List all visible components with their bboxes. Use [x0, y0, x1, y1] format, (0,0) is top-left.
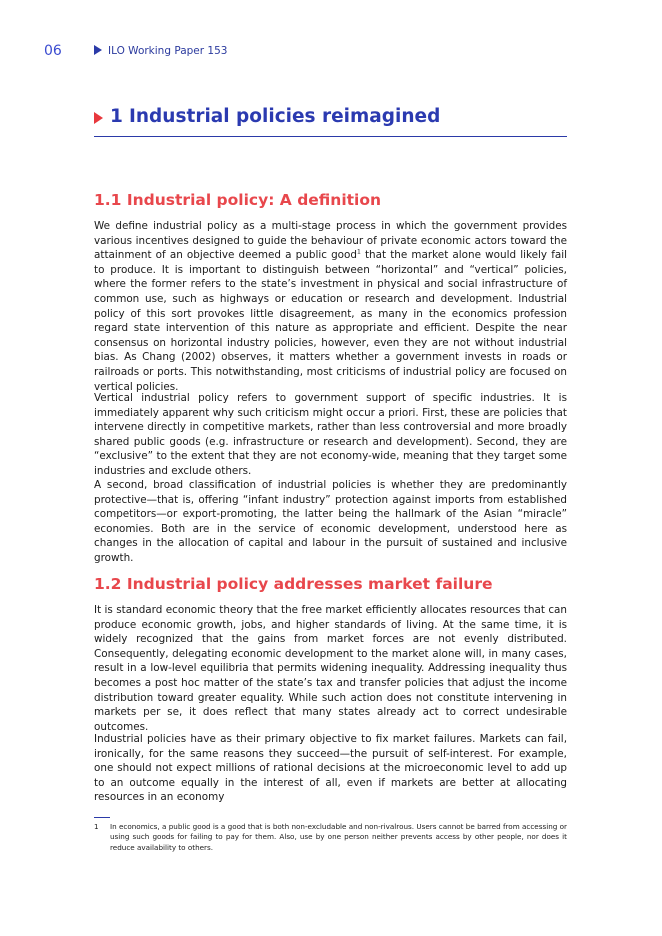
paragraph: Vertical industrial policy refers to government support of specific industries. It is immediately apparent why such criticism might occur a priori. First, these are policies that intervene directly in competitive markets, rather than less controversial and more broadly shared public goods (e.g. infrastructure or research and development). Second, they are “exclusive” to the extent that they are not economy-wide, meaning that they target some industries and exclude others.	[94, 392, 567, 477]
running-header	[94, 45, 227, 57]
page-number: 06	[44, 43, 62, 59]
footnote-text: In economics, a public good is a good that is both non-excludable and non-rivalrous. Users cannot be barred from accessing or using such goods for failing to pay for them. Also, use by one person neither prevents access by other people, nor does it reduce availability to others.	[110, 822, 567, 852]
footnote-divider	[94, 817, 110, 818]
chapter-title: Industrial policies reimagined	[129, 106, 441, 127]
footnote-number: 1	[94, 822, 99, 831]
section-heading-1-1: 1.1 Industrial policy: A definition	[94, 191, 382, 209]
paragraph: It is standard economic theory that the free market efficiently allocates resources that can produce economic growth, jobs, and higher standards of living. At the same time, it is widely recognized that the gains from market forces are not evenly distributed. Consequently, delegating economic development to the market alone will, in many cases, result in a low-level equilibria that permits widening inequality. Addressing inequality thus becomes a post hoc matter of the state’s tax and transfer policies that adjust the income distribution toward greater equality. While such action does not constitute intervening in markets per se, it does reflect that many states already act to correct undesirable outcomes.	[94, 604, 567, 733]
paragraph: A second, broad classification of industrial policies is whether they are predominantly protective—that is, offering “infant industry” protection against imports from established competitors—or export-promoting, the latter being the hallmark of the Asian “miracle” economies. Both are in the service of economic development, understood here as changes in the allocation of capital and labour in the pursuit of sustained and inclusive growth.	[94, 479, 567, 564]
chapter-heading	[94, 106, 567, 137]
series-title: ILO Working Paper 153	[108, 45, 228, 57]
section-heading-1-2: 1.2 Industrial policy addresses market failure	[94, 575, 493, 593]
paragraph: Industrial policies have as their primary objective to fix market failures. Markets can fail, ironically, for the same reasons they succeed—the pursuit of self-interest. For example, one should not expect millions of rational decisions at the microeconomic level to add up to an outcome equally in the interest of all, even if markets are better at allocating resources in an economy	[94, 733, 567, 804]
chapter-number: 1	[110, 106, 123, 127]
play-triangle-icon	[94, 45, 102, 55]
paragraph: We define industrial policy as a multi-stage process in which the government provides various incentives designed to guide the behaviour of private economic actors toward the attainment of an objective deemed a public good$^1$ that the market alone would likely fail to produce. It is important to distinguish between “horizontal” and “vertical” policies, where the former refers to the state’s investment in physical and social infrastructure of common use, such as highways or education or research and development. Industrial policy of this sort provokes little disagreement, as many in the economics profession regard state intervention of this nature as appropriate and efficient. Despite the near consensus on horizontal industry policies, however, even they are not without industrial bias. As Chang (2002) observes, it matters whether a government invests in roads or railroads or ports. This notwithstanding, most criticisms of industrial policy are focused on vertical policies.	[94, 220, 568, 393]
footnote-reference[interactable]: 1	[356, 248, 361, 256]
play-triangle-icon	[94, 112, 103, 124]
